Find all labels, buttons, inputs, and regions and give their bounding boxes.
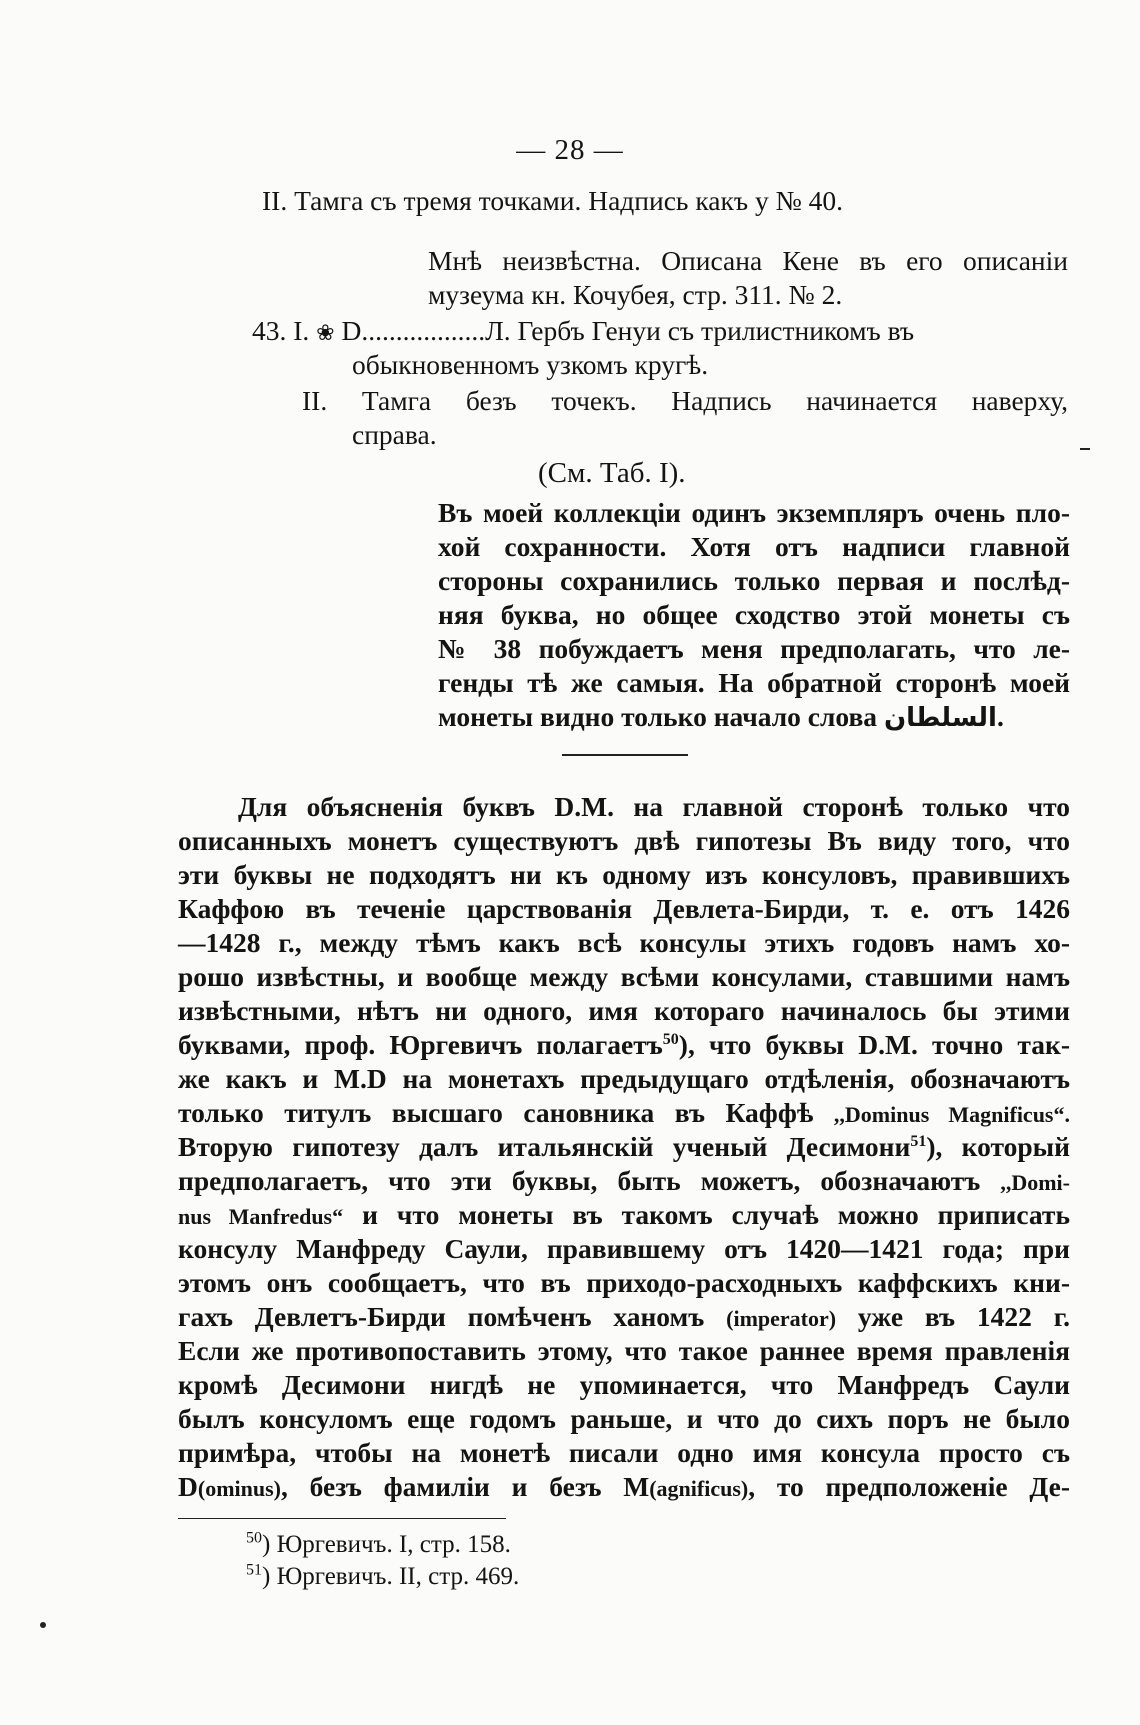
text-run: буквами, проф. Юргевичъ полагаетъ [178,1029,663,1060]
body-line-6: рошо извѣстны, и вообще между всѣми консулами, ставшими намъ [178,961,1070,992]
latin-run: (agnificus) [649,1476,749,1501]
coin-43-reverse-line-1: II. Тамга безъ точекъ. Надпись начинается наверху, [302,385,1068,416]
body-line-12 [178,1164,1070,1200]
body-line-4: Каффою въ теченіе царствованія Девлета-Бирди, т. е. отъ 1426 [178,893,1070,924]
body-line-20: примѣра, чтобы на монетѣ писали одно имя консула просто съ [178,1437,1070,1468]
body-line-5: —1428 г., между тѣмъ какъ всѣ консулы этихъ годовъ намъ хо- [178,927,1070,958]
commentary-line-7: монеты видно только начало слова السلطان. [438,701,1004,733]
text-run: ), что буквы D.M. точно так- [678,1029,1070,1060]
body-line-16 [178,1300,1070,1336]
latin-run: (imperator) [726,1306,837,1331]
body-line-13 [178,1198,1070,1234]
coin-42-description-line-2: музеума кн. Кочубея, стр. 311. № 2. [428,279,843,310]
stray-dash [1080,448,1090,450]
footnote-text: ) Юргевичъ. II, стр. 469. [262,1563,520,1590]
commentary-line-3: стороны сохранились только первая и послѣд- [438,565,1070,596]
rosette-icon: ❀ [316,321,335,346]
page-number: — 28 — [516,134,624,166]
body-line-11 [178,1130,1070,1164]
coin-43-reverse-line-2: справа. [352,419,437,450]
arabic-word: السلطان [883,703,997,733]
body-line-3: эти буквы не подходятъ ни къ одному изъ консуловъ, правившихъ [178,859,1070,890]
footnote-text: ) Юргевичъ. I, стр. 158. [262,1531,511,1558]
footnote-mark: 50 [246,1529,262,1547]
footnote-mark: 51 [246,1561,262,1579]
coin-42-description-line-1: Мнѣ неизвѣстна. Описана Кене въ его описаніи [428,245,1068,276]
commentary-line-6: генды тѣ же самыя. На обратной сторонѣ моей [438,667,1070,698]
stray-mark [40,1622,46,1628]
body-line-2: описанныхъ монетъ существуютъ двѣ гипотезы Въ виду того, что [178,825,1070,856]
footnote-ref-51: 51 [910,1132,927,1150]
text-run: Вторую гипотезу далъ итальянскій ученый Десимони [178,1131,911,1162]
coin-43-obverse-line-2: обыкновенномъ узкомъ кругѣ. [352,349,709,380]
coin-42-reverse-line: II. Тамга съ тремя точками. Надпись какъ у № 40. [262,185,844,216]
footnote-50 [246,1530,511,1560]
commentary-line-2: хой сохранности. Хотя отъ надписи главной [438,531,1070,562]
body-line-21 [178,1470,1070,1506]
text-run: D [178,1471,198,1502]
text-run: только титулъ высшаго сановника въ Каффѣ [178,1097,834,1128]
footnote-divider [178,1518,506,1519]
body-line-9: же какъ и M.D на монетахъ предыдущаго отдѣленія, обозначаютъ [178,1063,1070,1094]
text-run: гахъ Девлетъ-Бирди помѣченъ ханомъ [178,1301,727,1332]
body-line-14: консулу Манфреду Саули, правившему отъ 1420—1421 года; при [178,1233,1070,1264]
latin-run: (ominus) [197,1476,281,1501]
plate-reference: (См. Таб. I). [538,457,686,489]
body-line-8 [178,1028,1070,1062]
text-run: ), который [926,1131,1070,1162]
body-line-1: Для объясненія буквъ D.M. на главной сторонѣ только что [238,791,1070,822]
body-line-10 [178,1096,1070,1132]
text-run: , безъ фамиліи и безъ [281,1471,624,1502]
latin-run: ,,Domi- [1000,1170,1070,1195]
commentary-line-5: № 38 побуждаетъ меня предполагать, что ле- [438,633,1070,664]
text-run: уже въ 1422 г. [836,1301,1070,1332]
coin-number: 43. I. [252,315,310,346]
commentary-line-1: Въ моей коллекціи одинъ экземпляръ очень пло- [438,497,1070,528]
section-divider [562,754,688,756]
body-line-7: извѣстными, нѣтъ ни одного, имя котораго начиналось бы этими [178,995,1070,1026]
body-line-17: Если же противопоставить этому, что такое раннее время правленія [178,1335,1070,1366]
body-line-15: этомъ онъ сообщаетъ, что въ приходо-расходныхъ каффскихъ кни- [178,1267,1070,1298]
body-line-18: кромѣ Десимони нигдѣ не упоминается, что Манфредъ Саули [178,1369,1070,1400]
latin-run: nus Manfredus“ [178,1204,344,1229]
footnote-51 [246,1562,519,1592]
text-run: предполагаетъ, что эти буквы, быть можетъ, обозначаютъ [178,1165,1001,1196]
text-run: M [623,1471,650,1502]
text-run: , то предположеніе Де- [748,1471,1071,1502]
body-line-19: былъ консуломъ еще годомъ раньше, и что до сихъ поръ не было [178,1403,1070,1434]
footnote-ref-50: 50 [662,1030,679,1048]
latin-run: ,,Dominus Magnificus“. [833,1102,1070,1127]
coin-43-obverse-line-1 [252,314,1072,351]
text-run: и что монеты въ такомъ случаѣ можно приписать [343,1199,1070,1230]
commentary-last-text: монеты видно только начало слова [438,701,878,732]
commentary-line-4: няя буква, но общее сходство этой монеты съ [438,599,1070,630]
coin-legend: D..................Л. Гербъ Генуи съ трилистникомъ въ [341,315,915,346]
